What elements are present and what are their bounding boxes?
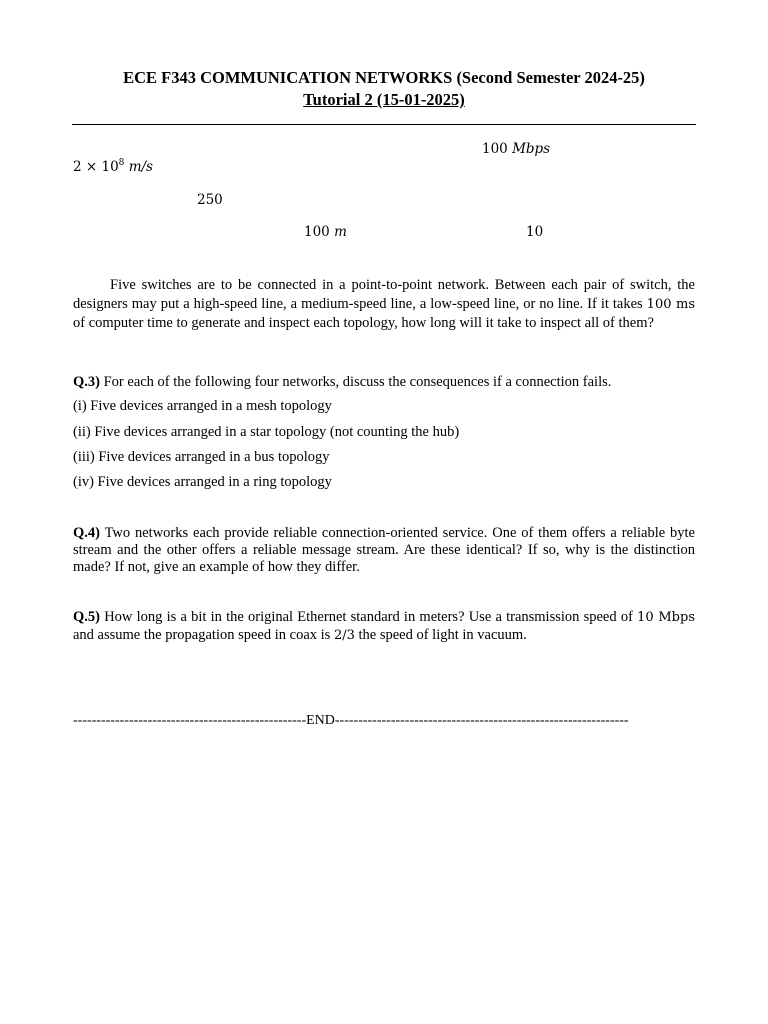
q2-math: 100 ms	[646, 297, 695, 312]
q1-speed-unit: m/s	[128, 159, 153, 175]
q2-text-after: of computer time to generate and inspect each topology, how long will it take to inspect all of them?	[73, 315, 654, 331]
q4-paragraph	[73, 525, 695, 576]
q2-text-before: Five switches are to be connected in a point-to-point network. Between each pair of switch, the designers may put a high-speed line, a medium-speed line, a low-speed line, or no line. If it takes	[73, 277, 695, 312]
q2-paragraph	[73, 276, 695, 333]
q1-speed	[73, 158, 153, 175]
q3-paragraph	[73, 373, 695, 392]
q1-speed-exp: 8	[118, 158, 125, 168]
q3-label: Q.3)	[73, 374, 100, 390]
q3-text: For each of the following four networks, discuss the consequences if a connection fails.	[99, 374, 612, 390]
q5-label: Q.5)	[73, 609, 100, 625]
header-divider	[72, 124, 696, 125]
q1-distance-value: 100	[304, 224, 330, 240]
q1-count: 250	[197, 192, 223, 208]
document-title: ECE F343 COMMUNICATION NETWORKS (Second Semester 2024-25)	[123, 68, 645, 87]
q1-distance	[304, 224, 347, 240]
q1-distance-unit: m	[334, 224, 347, 240]
q3-item: (iv) Five devices arranged in a ring topology	[73, 474, 332, 490]
q5-text-after: the speed of light in vacuum.	[354, 626, 527, 643]
q5-math-speed: 10 Mbps	[637, 610, 695, 625]
q1-speed-coeff: 2 × 10	[73, 159, 119, 175]
tutorial-subtitle: Tutorial 2 (15-01-2025)	[303, 90, 465, 109]
q5-paragraph	[73, 609, 695, 644]
q5-math-fraction: 2/3	[333, 627, 355, 643]
q4-text: Two networks each provide reliable connection-oriented service. One of them offers a reliable byte stream and the other offers a reliable message stream. Are these identical? If so, why is the distinction made? If not, give an example of how they differ.	[73, 525, 695, 575]
q3-item: (iii) Five devices arranged in a bus topology	[73, 449, 330, 465]
q3-item: (ii) Five devices arranged in a star topology (not counting the hub)	[73, 424, 460, 440]
q3-item: (i) Five devices arranged in a mesh topology	[73, 398, 332, 414]
q4-label: Q.4)	[73, 525, 100, 541]
q5-text-before: How long is a bit in the original Ethernet standard in meters? Use a transmission speed of	[99, 609, 638, 625]
q1-rate	[482, 141, 550, 157]
q1-rate-value: 100	[482, 141, 508, 157]
end-marker: --------------------------------------------------END---------------------------------------------------------------	[73, 713, 629, 728]
q5-text-middle: and assume the propagation speed in coax is	[73, 626, 334, 643]
q1-number: 10	[526, 224, 544, 240]
q1-rate-unit: Mbps	[512, 141, 551, 157]
